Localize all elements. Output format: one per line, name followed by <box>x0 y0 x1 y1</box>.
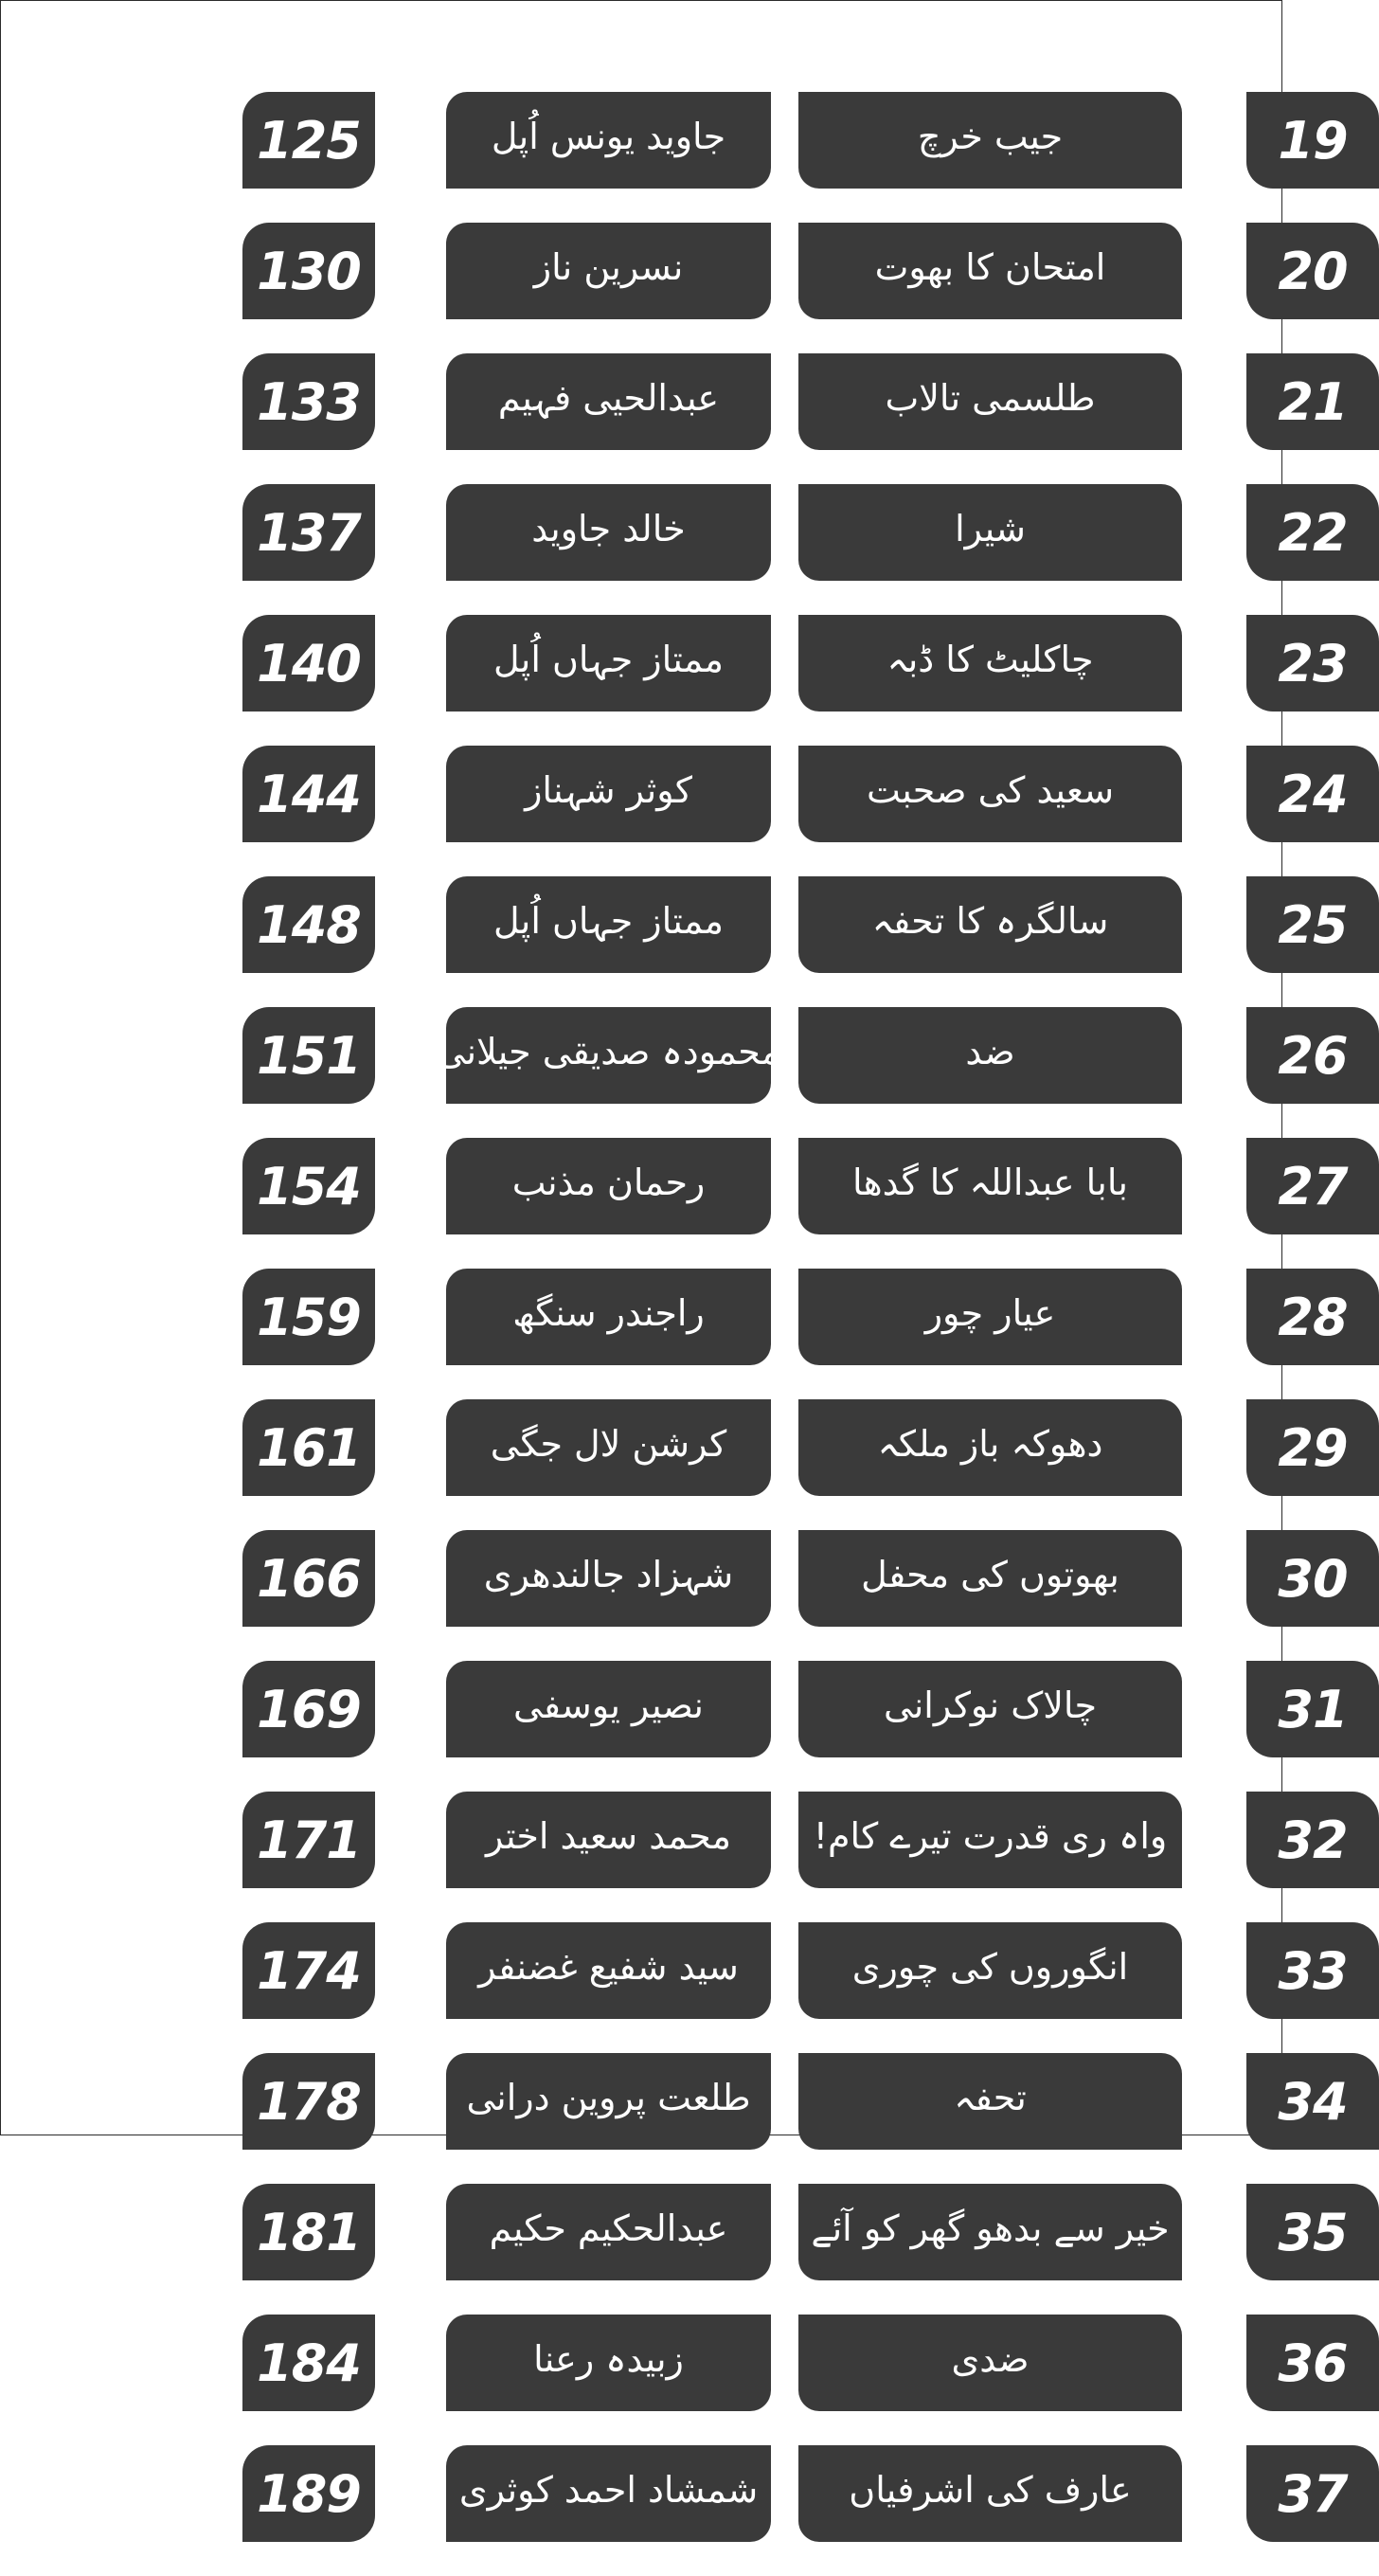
author-name: کرشن لال جگی <box>446 1399 771 1496</box>
chapter-number: 37 <box>1246 2445 1379 2542</box>
page-number: 174 <box>242 1922 375 2019</box>
story-title: عارف کی اشرفیاں <box>798 2445 1182 2542</box>
author-name: زبیدہ رعنا <box>446 2315 771 2411</box>
author-name: جاوید یونس اُپل <box>446 92 771 189</box>
story-title: تحفہ <box>798 2053 1182 2150</box>
contents-row <box>1 746 1348 876</box>
author-name: سید شفیع غضنفر <box>446 1922 771 2019</box>
page-number: 159 <box>242 1269 375 1365</box>
chapter-number: 30 <box>1246 1530 1379 1627</box>
contents-row <box>1 2445 1348 2576</box>
author-name: راجندر سنگھ <box>446 1269 771 1365</box>
page-number: 125 <box>242 92 375 189</box>
author-name: رحمان مذنب <box>446 1138 771 1234</box>
contents-row <box>1 1007 1348 1138</box>
page-number: 169 <box>242 1661 375 1757</box>
page-number: 137 <box>242 484 375 581</box>
author-name: طلعت پروین درانی <box>446 2053 771 2150</box>
story-title: طلسمی تالاب <box>798 353 1182 450</box>
story-title: واہ ری قدرت تیرے کام! <box>798 1792 1182 1888</box>
page-number: 184 <box>242 2315 375 2411</box>
chapter-number: 23 <box>1246 615 1379 712</box>
story-title: بھوتوں کی محفل <box>798 1530 1182 1627</box>
contents-row <box>1 223 1348 353</box>
page-number: 161 <box>242 1399 375 1496</box>
author-name: محمودہ صدیقی جیلانی <box>446 1007 771 1104</box>
contents-row <box>1 2184 1348 2315</box>
story-title: چاکلیٹ کا ڈبہ <box>798 615 1182 712</box>
chapter-number: 31 <box>1246 1661 1379 1757</box>
page-number: 154 <box>242 1138 375 1234</box>
contents-row <box>1 92 1348 223</box>
author-name: کوثر شہناز <box>446 746 771 842</box>
author-name: محمد سعید اختر <box>446 1792 771 1888</box>
chapter-number: 28 <box>1246 1269 1379 1365</box>
story-title: امتحان کا بھوت <box>798 223 1182 319</box>
story-title: دھوکہ باز ملکہ <box>798 1399 1182 1496</box>
chapter-number: 25 <box>1246 876 1379 973</box>
contents-row <box>1 484 1348 615</box>
chapter-number: 35 <box>1246 2184 1379 2280</box>
page-number: 140 <box>242 615 375 712</box>
chapter-number: 34 <box>1246 2053 1379 2150</box>
contents-row <box>1 876 1348 1007</box>
story-title: انگوروں کی چوری <box>798 1922 1182 2019</box>
page-number: 133 <box>242 353 375 450</box>
story-title: ضدی <box>798 2315 1182 2411</box>
page-number: 178 <box>242 2053 375 2150</box>
contents-row <box>1 1661 1348 1792</box>
author-name: شہزاد جالندھری <box>446 1530 771 1627</box>
contents-row <box>1 353 1348 484</box>
chapter-number: 33 <box>1246 1922 1379 2019</box>
chapter-number: 27 <box>1246 1138 1379 1234</box>
page-number: 151 <box>242 1007 375 1104</box>
chapter-number: 36 <box>1246 2315 1379 2411</box>
chapter-number: 20 <box>1246 223 1379 319</box>
contents-row <box>1 1399 1348 1530</box>
chapter-number: 29 <box>1246 1399 1379 1496</box>
story-title: شیرا <box>798 484 1182 581</box>
chapter-number: 26 <box>1246 1007 1379 1104</box>
story-title: سالگرہ کا تحفہ <box>798 876 1182 973</box>
story-title: ضد <box>798 1007 1182 1104</box>
chapter-number: 24 <box>1246 746 1379 842</box>
page-number: 144 <box>242 746 375 842</box>
author-name: نسرین ناز <box>446 223 771 319</box>
author-name: نصیر یوسفی <box>446 1661 771 1757</box>
author-name: خالد جاوید <box>446 484 771 581</box>
contents-list <box>1 92 1348 2576</box>
story-title: چالاک نوکرانی <box>798 1661 1182 1757</box>
contents-row <box>1 1138 1348 1269</box>
contents-row <box>1 2315 1348 2445</box>
chapter-number: 32 <box>1246 1792 1379 1888</box>
contents-row <box>1 615 1348 746</box>
chapter-number: 19 <box>1246 92 1379 189</box>
story-title: خیر سے بدھو گھر کو آئے <box>798 2184 1182 2280</box>
chapter-number: 22 <box>1246 484 1379 581</box>
story-title: بابا عبداللہ کا گدھا <box>798 1138 1182 1234</box>
contents-row <box>1 1792 1348 1922</box>
story-title: عیار چور <box>798 1269 1182 1365</box>
author-name: عبدالحکیم حکیم <box>446 2184 771 2280</box>
author-name: ممتاز جہاں اُپل <box>446 615 771 712</box>
page-number: 148 <box>242 876 375 973</box>
page-number: 166 <box>242 1530 375 1627</box>
page-number: 181 <box>242 2184 375 2280</box>
chapter-number: 21 <box>1246 353 1379 450</box>
page-number: 189 <box>242 2445 375 2542</box>
story-title: جیب خرچ <box>798 92 1182 189</box>
contents-row <box>1 2053 1348 2184</box>
author-name: شمشاد احمد کوثری <box>446 2445 771 2542</box>
contents-row <box>1 1922 1348 2053</box>
story-title: سعید کی صحبت <box>798 746 1182 842</box>
page-number: 171 <box>242 1792 375 1888</box>
page-number: 130 <box>242 223 375 319</box>
contents-row <box>1 1530 1348 1661</box>
author-name: ممتاز جہاں اُپل <box>446 876 771 973</box>
author-name: عبدالحیی فہیم <box>446 353 771 450</box>
contents-row <box>1 1269 1348 1399</box>
